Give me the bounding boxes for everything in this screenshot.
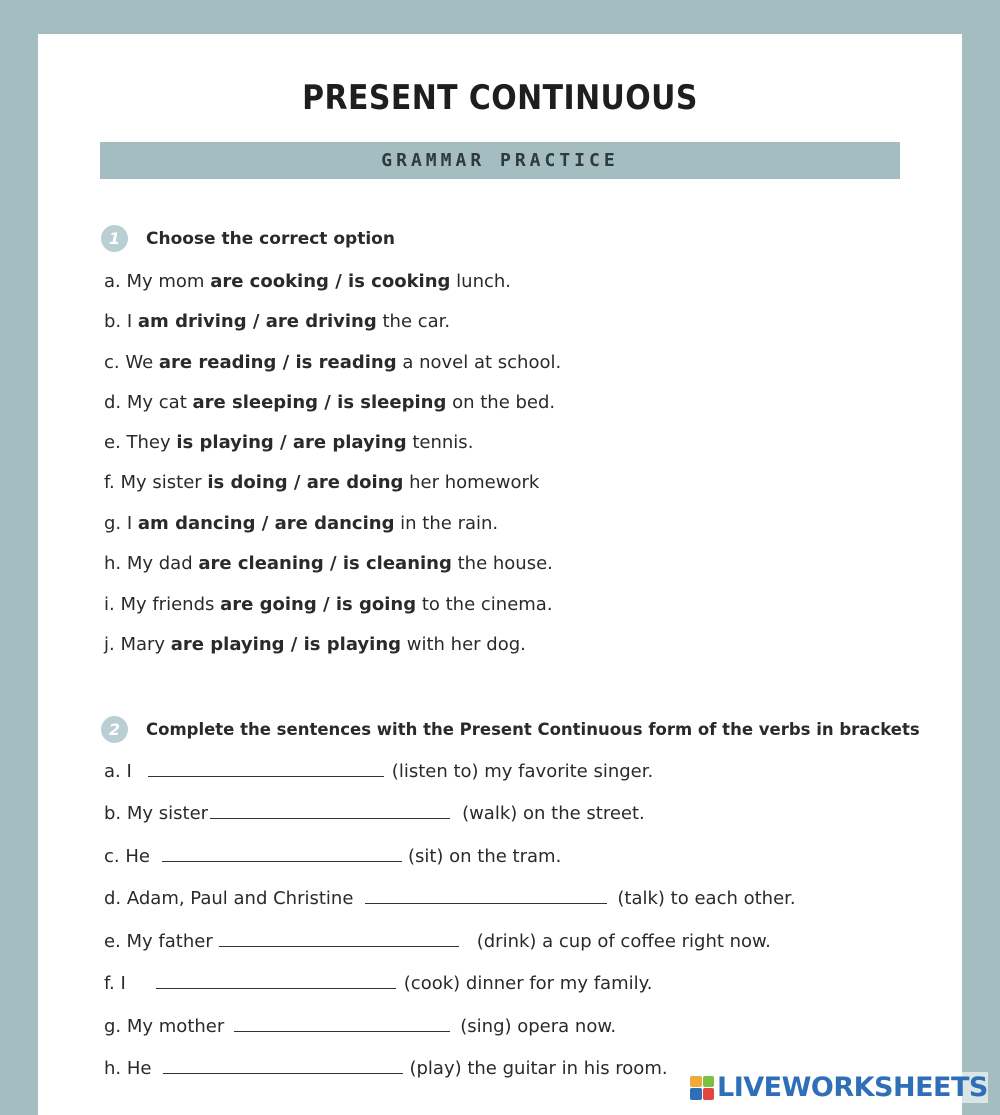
section-1-instruction: Choose the correct option [146, 228, 395, 249]
answer-blank[interactable] [365, 887, 607, 904]
exercise-2-item: e. My father (drink) a cup of coffee right now. [104, 931, 771, 952]
liveworksheets-logo [690, 1072, 988, 1103]
exercise-1-item: d. My cat are sleeping / is sleeping on the bed. [104, 392, 556, 413]
exercise-1-item: i. My friends are going / is going to the cinema. [104, 594, 553, 615]
answer-blank[interactable] [234, 1015, 450, 1032]
worksheet-page [38, 34, 962, 1115]
section-2-instruction: Complete the sentences with the Present Continuous form of the verbs in brackets [146, 720, 920, 739]
section-number-badge: 1 [101, 225, 128, 252]
page-title: PRESENT CONTINUOUS [302, 78, 698, 118]
choice-options[interactable]: are playing / is playing [170, 634, 402, 655]
choice-options[interactable]: is playing / are playing [176, 432, 407, 453]
logo-wordmark: LIVEWORKSHEETS [717, 1072, 988, 1103]
exercise-2-item: a. I (listen to) my favorite singer. [104, 761, 654, 782]
answer-blank[interactable] [156, 972, 396, 989]
exercise-2-item: d. Adam, Paul and Christine (talk) to each other. [104, 888, 796, 909]
exercise-2-item: g. My mother (sing) opera now. [104, 1016, 617, 1037]
exercise-1-item: b. I am driving / are driving the car. [104, 311, 451, 332]
subtitle-banner [100, 142, 900, 179]
choice-options[interactable]: are reading / is reading [158, 352, 397, 373]
answer-blank[interactable] [219, 930, 459, 947]
answer-blank[interactable] [163, 1057, 403, 1074]
banner-label: GRAMMAR PRACTICE [381, 150, 619, 171]
exercise-1-item: e. They is playing / are playing tennis. [104, 432, 474, 453]
exercise-1-item: h. My dad are cleaning / is cleaning the house. [104, 553, 553, 574]
choice-options[interactable]: are going / is going [220, 594, 417, 615]
choice-options[interactable]: am dancing / are dancing [137, 513, 395, 534]
logo-grid-icon [690, 1076, 714, 1100]
exercise-1-item: c. We are reading / is reading a novel at school. [104, 352, 562, 373]
section-2-heading [101, 716, 920, 743]
choice-options[interactable]: are cooking / is cooking [210, 271, 451, 292]
section-number-badge: 2 [101, 716, 128, 743]
section-1-heading [101, 225, 395, 252]
answer-blank[interactable] [210, 802, 450, 819]
exercise-2-item: c. He (sit) on the tram. [104, 846, 562, 867]
exercise-1-item: j. Mary are playing / is playing with her dog. [104, 634, 526, 655]
answer-blank[interactable] [148, 760, 384, 777]
choice-options[interactable]: are cleaning / is cleaning [198, 553, 452, 574]
answer-blank[interactable] [162, 845, 402, 862]
exercise-1-item: g. I am dancing / are dancing in the rain. [104, 513, 499, 534]
exercise-1-item: f. My sister is doing / are doing her homework [104, 472, 540, 493]
choice-options[interactable]: is doing / are doing [207, 472, 404, 493]
choice-options[interactable]: are sleeping / is sleeping [192, 392, 447, 413]
exercise-1-item: a. My mom are cooking / is cooking lunch. [104, 271, 512, 292]
exercise-2-item: b. My sister (walk) on the street. [104, 803, 645, 824]
exercise-2-item: f. I (cook) dinner for my family. [104, 973, 653, 994]
choice-options[interactable]: am driving / are driving [137, 311, 377, 332]
exercise-2-item: h. He (play) the guitar in his room. [104, 1058, 668, 1079]
